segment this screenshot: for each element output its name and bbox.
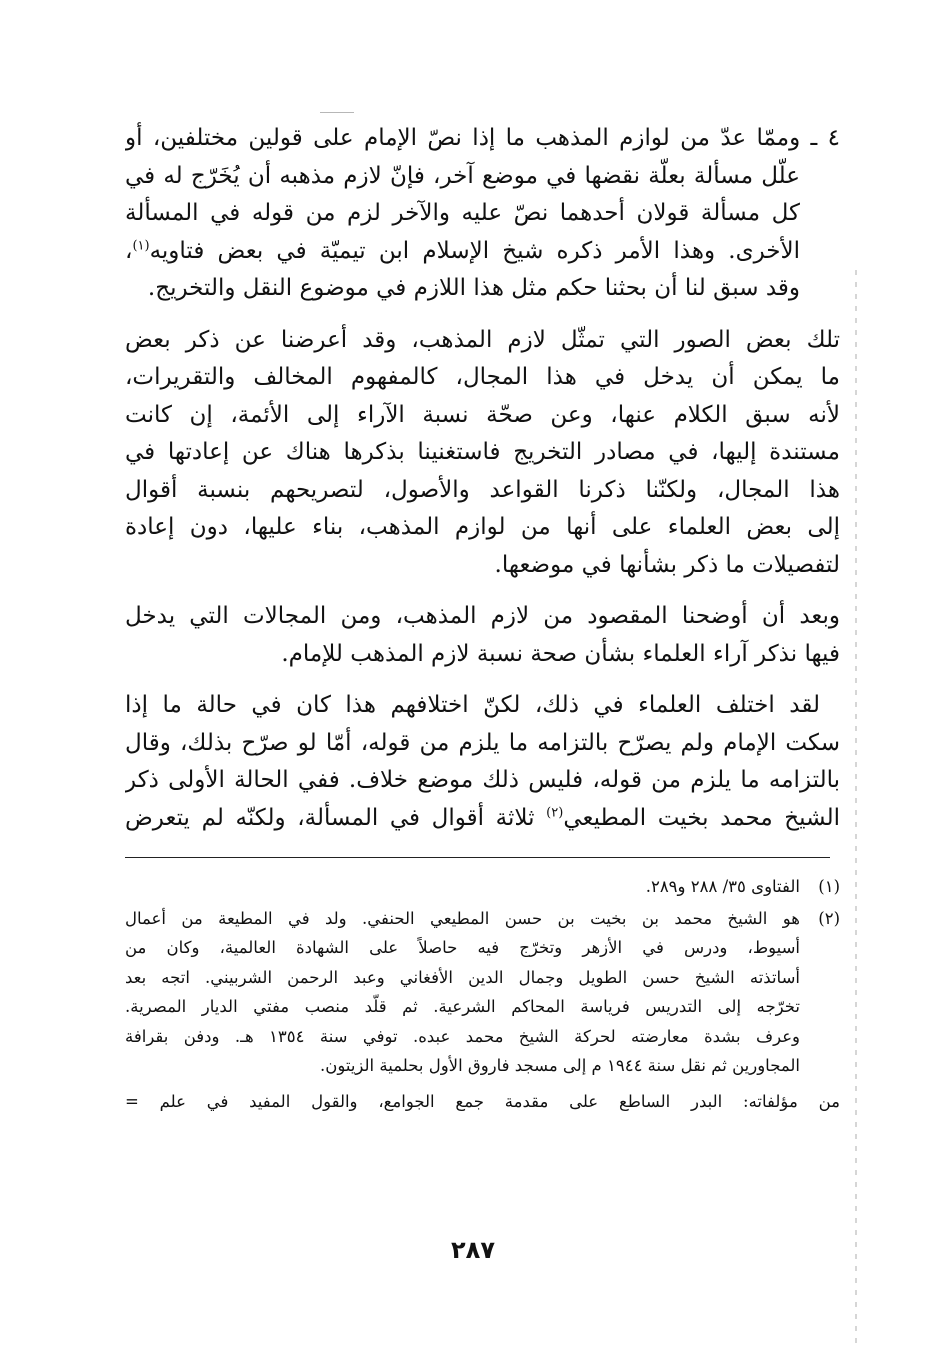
text-line: فيها نذكر آراء العلماء بشأن صحة نسبة لازم المذهب للإمام.	[281, 640, 840, 667]
footnote-number: (١)	[818, 877, 840, 896]
footnote-continuation: من مؤلفاته: البدر الساطع على مقدمة جمع الجوامع، والقول المفيد في علم =	[125, 1091, 840, 1111]
text-line: لتفصيلات ما ذكر بشأنها في موضعها.	[494, 551, 840, 578]
text-line: ما يمكن أن يدخل في هذا المجال، كالمفهوم المخالف والتقريرات،	[125, 364, 840, 390]
text-line-with-footnote	[125, 800, 840, 838]
text-line: لأنه سبق الكلام عنها، وعن صحّة نسبة الآراء إلى الأئمة، إن كانت	[125, 401, 840, 428]
text-fragment: ،	[125, 237, 133, 264]
text-line: وبعد أن أوضحنا المقصود من لازم المذهب، ومن المجالات التي يدخل	[125, 603, 840, 629]
text-line: إلى بعض العلماء على أنها من لوازم المذهب، بناء عليها، دون إعادة	[125, 514, 840, 540]
text-line: علّل مسألة بعلّة نقضها في موضع آخر، فإنّ لازم مذهبه أن يُخَرّج له في	[125, 162, 800, 189]
footnote-line: المجاورين ثم نقل سنة ١٩٤٤ م إلى مسجد فاروق الأول بحلمية الزيتون.	[319, 1056, 800, 1075]
text-line-with-footnote	[125, 233, 840, 271]
footnote-ref-1[interactable]: (١)	[132, 237, 150, 253]
paragraph-4	[125, 687, 840, 837]
footnotes	[125, 872, 840, 1116]
footnote-line	[125, 904, 840, 934]
text-line: كل مسألة قولان أحدهما نصّ عليه والآخر لزم من قوله في المسألة	[125, 200, 800, 226]
footnote-line: وعرف بشدة معارضته لحركة الشيخ محمد عبده. توفي سنة ١٣٥٤ هـ. ودفن بقرافة	[125, 1026, 801, 1046]
scan-artifact-mark	[320, 112, 354, 113]
paragraph-2	[125, 322, 840, 585]
text-line: لقد اختلف العلماء في ذلك، لكنّ اختلافهم هذا كان في حالة ما إذا	[125, 692, 820, 718]
scan-artifact-dots	[855, 270, 857, 1350]
page-number: ٢٨٧	[451, 1236, 495, 1264]
text-fragment: ثلاثة أقوال في المسألة، ولكنّه لم يتعرض	[125, 804, 547, 831]
text-line: بالتزامه ما يلزم من قوله، فليس ذلك موضع خلاف. ففي الحالة الأولى ذكر	[125, 767, 840, 793]
text-line: سكت الإمام ولم يصرّح بالتزامه ما يلزم من قوله، أمّا لو صرّح بذلك، وقال	[125, 729, 840, 756]
text-line: تلك بعض الصور التي تمثّل لازم المذهب، وقد أعرضنا عن ذكر بعض	[125, 326, 840, 353]
paragraph-3	[125, 598, 840, 673]
text-fragment: الشيخ محمد بخيت المطيعي	[563, 804, 840, 831]
text-line: ٤ ـ وممّا عدّ من لوازم المذهب ما إذا نصّ الإمام على قولين مختلفين، أو	[125, 125, 840, 151]
footnote-2	[125, 904, 840, 1081]
footnote-ref-2[interactable]: (٢)	[546, 804, 564, 820]
text-line: هذا المجال، ولكنّنا ذكرنا القواعد والأصول، لتصريحهم بنسبة أقوال	[125, 476, 840, 503]
paragraph-1	[125, 120, 840, 308]
footnote-separator	[125, 857, 830, 858]
footnote-line: أسيوط، ودرس في الأزهر وتخرّج فيه حاصلاً على الشهادة العالمية، وكان من	[125, 938, 800, 957]
text-line: مستندة إليها، في مصادر التخريج فاستغنينا بذكرها هناك عن إعادتها في	[125, 439, 840, 465]
footnote-line: تخرّجه إلى التدريس فرياسة المحاكم الشرعية. ثم قلّد منصب مفتي الديار المصرية.	[125, 997, 800, 1016]
footnote-1	[125, 872, 840, 902]
text-fragment: الأخرى. وهذا الأمر ذكره شيخ الإسلام ابن تيميّة في بعض فتاويه	[149, 237, 800, 264]
page-body	[125, 120, 840, 1116]
footnote-line	[125, 872, 840, 902]
text-line: وقد سبق لنا أن بحثنا حكم مثل هذا اللازم في موضوع النقل والتخريج.	[147, 275, 800, 301]
footnote-number: (٢)	[818, 908, 840, 928]
footnote-text: الفتاوى ٣٥/ ٢٨٨ و٢٨٩.	[645, 877, 800, 896]
footnote-text: هو الشيخ محمد بن بخيت بن حسن المطيعي الحنفي. ولد في المطيعة من أعمال	[125, 908, 800, 928]
footnote-line: أساتذته الشيخ حسن الطويل وجمال الدين الأفغاني وعبد الرحمن الشربيني. اتجه بعد	[125, 967, 800, 987]
